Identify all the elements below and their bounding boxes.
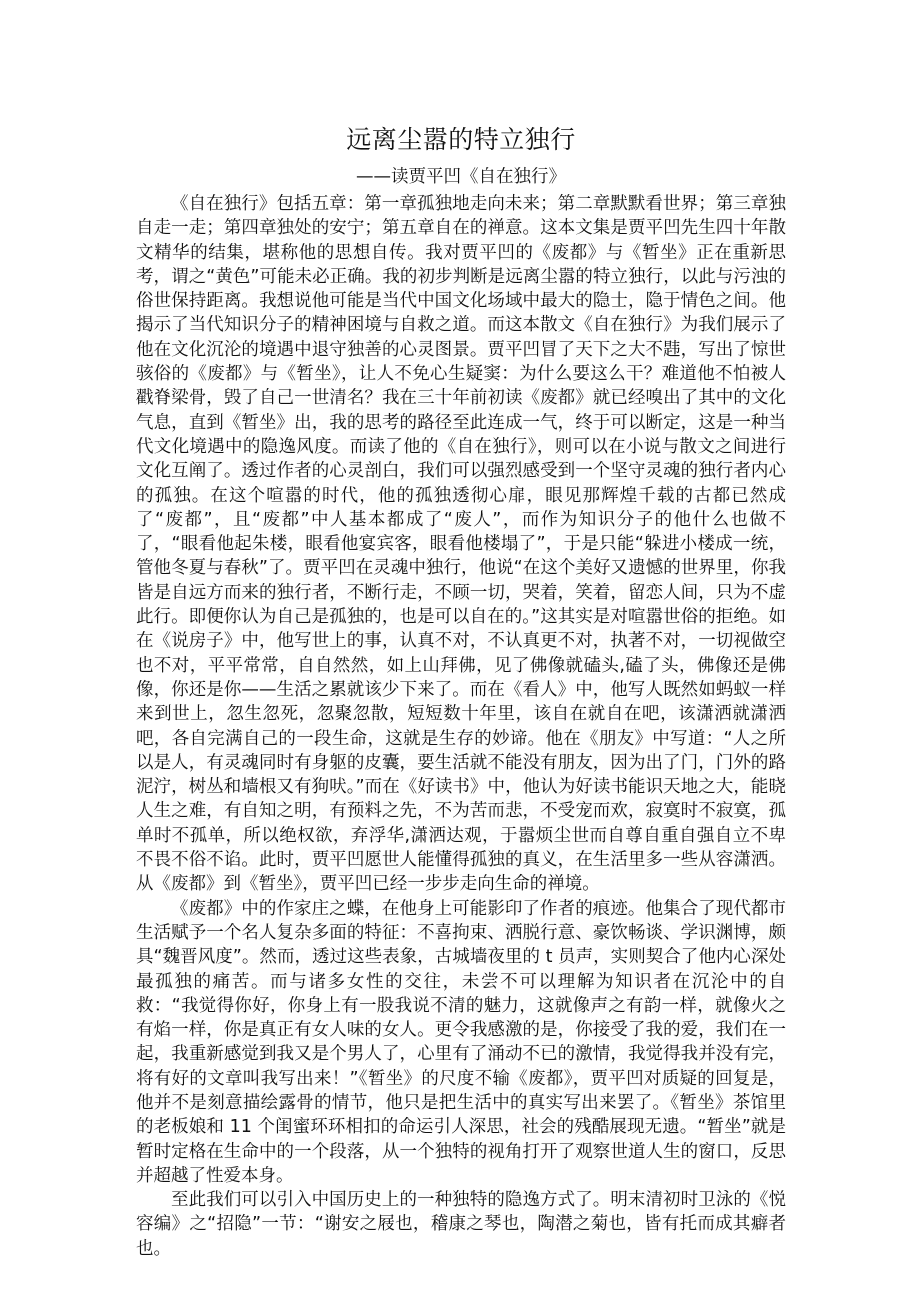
body-paragraph-3: 至此我们可以引入中国历史上的一种独特的隐逸方式了。明末清初时卫泳的《悦容编》之“招隐”一节：“谢安之屐也，稽康之琴也，陶潜之菊也，皆有托而成其癖者也。 <box>136 1190 786 1259</box>
body-paragraph-2: 《废都》中的作家庄之蝶，在他身上可能影印了作者的痕迹。他集合了现代都市生活赋予一个名人复杂多面的特征：不喜拘束、洒脱行意、豪饮畅谈、学识渊博，颇具“魏晋风度”。然而，透过这些表象，古城墙夜里的 t 员声，实则契合了他内心深处最孤独的痛苦。而与诸多女性的交往，未尝不可以理解为知识者在沉沦中的自救：“我觉得你好，你身上有一股我说不清的魅力，这就像声之有韵一样，就像火之有焰一样，你是真正有女人味的女人。更令我感激的是，你接受了我的爱，我们在一起，我重新感觉到我又是个男人了，心里有了涌动不已的激情，我觉得我并没有完，将有好的文章叫我写出来！”《暂坐》的尺度不输《废都》，贾平凹对质疑的回复是，他并不是刻意描绘露骨的情节，他只是把生活中的真实写出来罢了。《暂坐》茶馆里的老板娘和 11 个闺蜜环环相扣的命运引人深思，社会的残酷展现无遗。“暂坐”就是暂时定格在生命中的一个段落，从一个独特的视角打开了观察世道人生的窗口，反思并超越了性爱本身。 <box>136 898 786 1186</box>
body-paragraph-1: 《自在独行》包括五章：第一章孤独地走向未来；第二章默默看世界；第三章独自走一走；第四章独处的安宁；第五章自在的禅意。这本文集是贾平凹先生四十年散文精华的结集，堪称他的思想自传。我对贾平凹的《废都》与《暂坐》正在重新思考，谓之“黄色”可能未必正确。我的初步判断是远离尘嚣的特立独行，以此与污浊的俗世保持距离。我想说他可能是当代中国文化场域中最大的隐士，隐于情色之间。他揭示了当代知识分子的精神困境与自救之道。而这本散文《自在独行》为我们展示了他在文化沉沦的境遇中退守独善的心灵图景。贾平凹冒了天下之大不韪，写出了惊世骇俗的《废都》与《暂坐》，让人不免心生疑窦：为什么要这么干？难道他不怕被人戳脊梁骨，毁了自己一世清名？我在三十年前初读《废都》就已经嗅出了其中的文化气息，直到《暂坐》出，我的思考的路径至此连成一气，终于可以断定，这是一种当代文化境遇中的隐逸风度。而读了他的《自在独行》，则可以在小说与散文之间进行文化互阐了。透过作者的心灵剖白，我们可以强烈感受到一个坚守灵魂的独行者内心的孤独。在这个喧嚣的时代，他的孤独透彻心扉，眼见那辉煌千载的古都已然成了“废都”，且“废都”中人基本都成了“废人”，而作为知识分子的他什么也做不了，“眼看他起朱楼，眼看他宴宾客，眼看他楼塌了”，于是只能“躲进小楼成一统，管他冬夏与春秋”了。贾平凹在灵魂中独行，他说“在这个美好又遗憾的世界里，你我皆是自远方而来的独行者，不断行走，不顾一切，哭着，笑着，留恋人间，只为不虚此行。即便你认为自己是孤独的，也是可以自在的。”这其实是对喧嚣世俗的拒绝。如在《说房子》中，他写世上的事，认真不对，不认真更不对，执著不对，一切视做空也不对，平平常常，自自然然，如上山拜佛，见了佛像就磕头,磕了头，佛像还是佛像，你还是你——生活之累就该少下来了。而在《看人》中，他写人既然如蚂蚁一样来到世上，忽生忽死，忽聚忽散，短短数十年里，该自在就自在吧，该潇洒就潇洒吧，各自完满自己的一段生命，这就是生存的妙谛。他在《朋友》中写道：“人之所以是人，有灵魂同时有身躯的皮囊，要生活就不能没有朋友，因为出了门，门外的路泥泞，树丛和墙根又有狗吠。”而在《好读书》中，他认为好读书能识天地之大，能晓人生之难，有自知之明，有预料之先，不为苦而悲，不受宠而欢，寂寞时不寂寞，孤单时不孤单，所以绝权欲，弃浮华,潇洒达观，于嚣烦尘世而自尊自重自强自立不卑不畏不俗不谄。此时，贾平凹愿世人能懂得孤独的真义，在生活里多一些从容潇洒。从《废都》到《暂坐》，贾平凹已经一步步走向生命的禅境。 <box>136 194 786 895</box>
document-page <box>136 118 786 1261</box>
document-subtitle: ——读贾平凹《自在独行》 <box>356 167 566 187</box>
document-title: 远离尘嚣的特立独行 <box>346 125 576 154</box>
